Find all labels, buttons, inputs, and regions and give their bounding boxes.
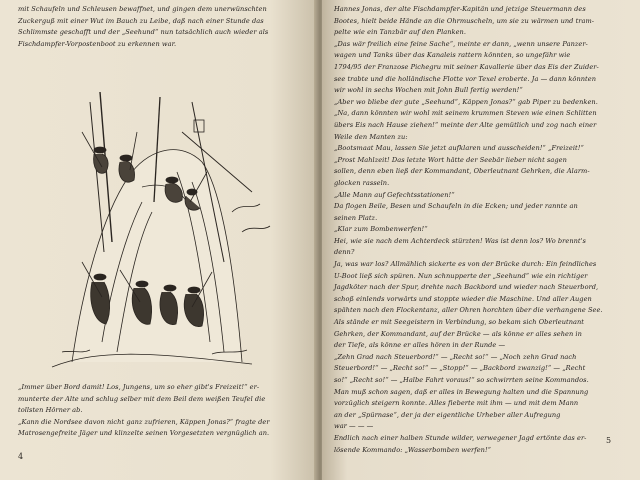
text-line: Ja, was war los? Allmählich sickerte es von der Brücke durch: Ein feindliches — [334, 260, 597, 269]
text-line: denn? — [334, 248, 355, 257]
sailors-shoveling-ice-illustration — [42, 92, 292, 372]
text-line: tollsten Hörner ab. — [18, 406, 83, 415]
text-line: „Zehn Grad nach Steuerbord!“ — „Recht so!“ — „Noch zehn Grad nach — [334, 352, 577, 361]
text-line: „Immer über Bord damit! Los, Jungens, um so eher gibt's Freizeit!“ er- — [18, 383, 260, 391]
text-line: 1794/95 der Franzose Pichegru mit seiner Kavallerie über das Eis der Zuider- — [334, 62, 599, 71]
text-line: „Alle Mann auf Gefechtsstationen!“ — [334, 190, 455, 199]
text-line: sollen, denn eben ließ der Kommandant, Oberleutnant Gehrken, die Alarm- — [334, 167, 590, 176]
text-line: see trabte und die holländische Flotte vor Texel eroberte. Ja — dann könnten — [334, 74, 596, 83]
text-line: lösende Kommando: „Wasserbomben werfen!“ — [334, 445, 492, 454]
text-line: „Na, dann könnten wir wohl mit seinem krummen Steven wie einen Schlitten — [334, 109, 597, 118]
text-line: Als stände er mit Seegeistern in Verbindung, so bekam sich Oberleutnant — [334, 318, 584, 327]
right-page — [322, 0, 640, 480]
text-line: Gehrken, der Kommandant, auf der Brücke — als könne er alles sehen in — [334, 329, 582, 338]
text-line: wagen und Tanks über das Kanaleis rattern könnten, so ungefähr wie — [334, 51, 571, 60]
text-line: Hannes Jonas, der alte Fischdampfer-Kapitän und jetzige Steuermann des — [334, 5, 586, 13]
text-line: Da flogen Beile, Besen und Schaufeln in die Ecken; und jeder rannte an — [334, 202, 578, 211]
text-line: Bootes, hielt beide Hände an die Ohrmuscheln, um sie zu wärmen und tram- — [334, 16, 595, 25]
text-line: vorzüglich steigern konnte. Alles fieberte mit ihm — und mit dem Mann — [334, 399, 579, 408]
text-line: „Klar zum Bombenwerfen!“ — [334, 225, 428, 234]
text-line: mit Schaufeln und Schleusen bewaffnet, und gingen dem unerwünschten — [18, 5, 267, 13]
text-line: Steuerbord!“ — „Recht so!“ — „Stopp!“ — „Backbord zwanzig!“ — „Recht — [334, 364, 586, 373]
text-line: an der „Spürnase“, der ja der eigentliche Urheber aller Aufregung — [334, 410, 561, 419]
left-page-number: 4 — [18, 452, 24, 461]
text-line: „Aber wo bliebe der gute „Seehund“, Käppen Jonas?“ gab Piper zu bedenken. — [334, 97, 598, 106]
left-top-text — [18, 4, 308, 50]
text-line: „Kann die Nordsee davon nicht ganz zufrieren, Käppen Jonas?“ fragte der — [18, 417, 270, 426]
text-line: „Bootsmaat Mau, lassen Sie jetzt aufklaren und ausscheiden!“ „Freizeit!“ — [334, 144, 584, 153]
text-line: Jagdköter nach der Spur, drehte nach Backbord und wieder nach Steuerbord, — [334, 283, 599, 292]
text-line: Matrosengefreite Jäger und klinzelte seinen Vorgesetzten vergnüglich an. — [18, 429, 270, 438]
text-line: Schlimmste geschafft und der „Seehund“ nun tatsächlich auch wieder als — [18, 28, 269, 37]
right-page-text — [334, 4, 632, 456]
text-line: „Das wär freilich eine feine Sache“, meinte er dann, „wenn unsere Panzer- — [334, 39, 588, 48]
text-line: so!“ „Recht so!“ — „Halbe Fahrt voraus!“ so schwirrten seine Kommandos. — [334, 376, 589, 384]
text-line: Man muß schon sagen, daß er alles in Bewegung halten und die Spannung — [334, 387, 589, 396]
left-bottom-text — [18, 382, 308, 440]
text-line: munterte der Alte und schlug selber mit dem Beil dem weißen Teufel die — [18, 394, 266, 403]
text-line: Endlich nach einer halben Stunde wilder, verwegener Jagd ertönte das er- — [334, 433, 587, 442]
text-line: „Prost Mahlzeit! Das letzte Wort hätte der Seebär lieber nicht sagen — [334, 155, 567, 164]
right-page-number: 5 — [606, 436, 612, 445]
text-line: pelte wie ein Tanzbär auf den Planken. — [334, 28, 466, 37]
text-line: Weile den Manten zu: — [334, 132, 408, 141]
text-line: spähten nach den Flockentanz, aller Ohren horchten über die verhangene See. — [334, 306, 603, 315]
text-line: übers Eis nach Hause ziehen!“ meinte der Alte gemütlich und zog nach einer — [334, 120, 597, 129]
text-line: schoß einlends vorwärts und stoppte wieder die Maschine. Und aller Augen — [334, 294, 592, 303]
text-line: wir wohl in sechs Wochen mit John Bull fertig werden!“ — [334, 86, 523, 95]
text-line: Zuckerguß mit einer Wut im Bauch zu Leibe, daß nach einer Stunde das — [18, 16, 264, 25]
text-line: seinen Platz. — [334, 213, 378, 222]
text-line: der Tiefe, als könne er alles hören in der Runde — — [334, 341, 506, 350]
text-line: war — — — — [334, 422, 374, 431]
left-page — [0, 0, 318, 480]
text-line: Fischdampfer-Vorpostenboot zu erkennen war. — [18, 39, 177, 48]
text-line: Hei, wie sie nach dem Achterdeck stürzten! Was ist denn los? Wo brennt's — [334, 236, 586, 245]
text-line: U-Boot ließ sich spüren. Nun schnupperte der „Seehund“ wie ein richtiger — [334, 271, 588, 280]
text-line: glocken rasseln. — [334, 178, 390, 187]
